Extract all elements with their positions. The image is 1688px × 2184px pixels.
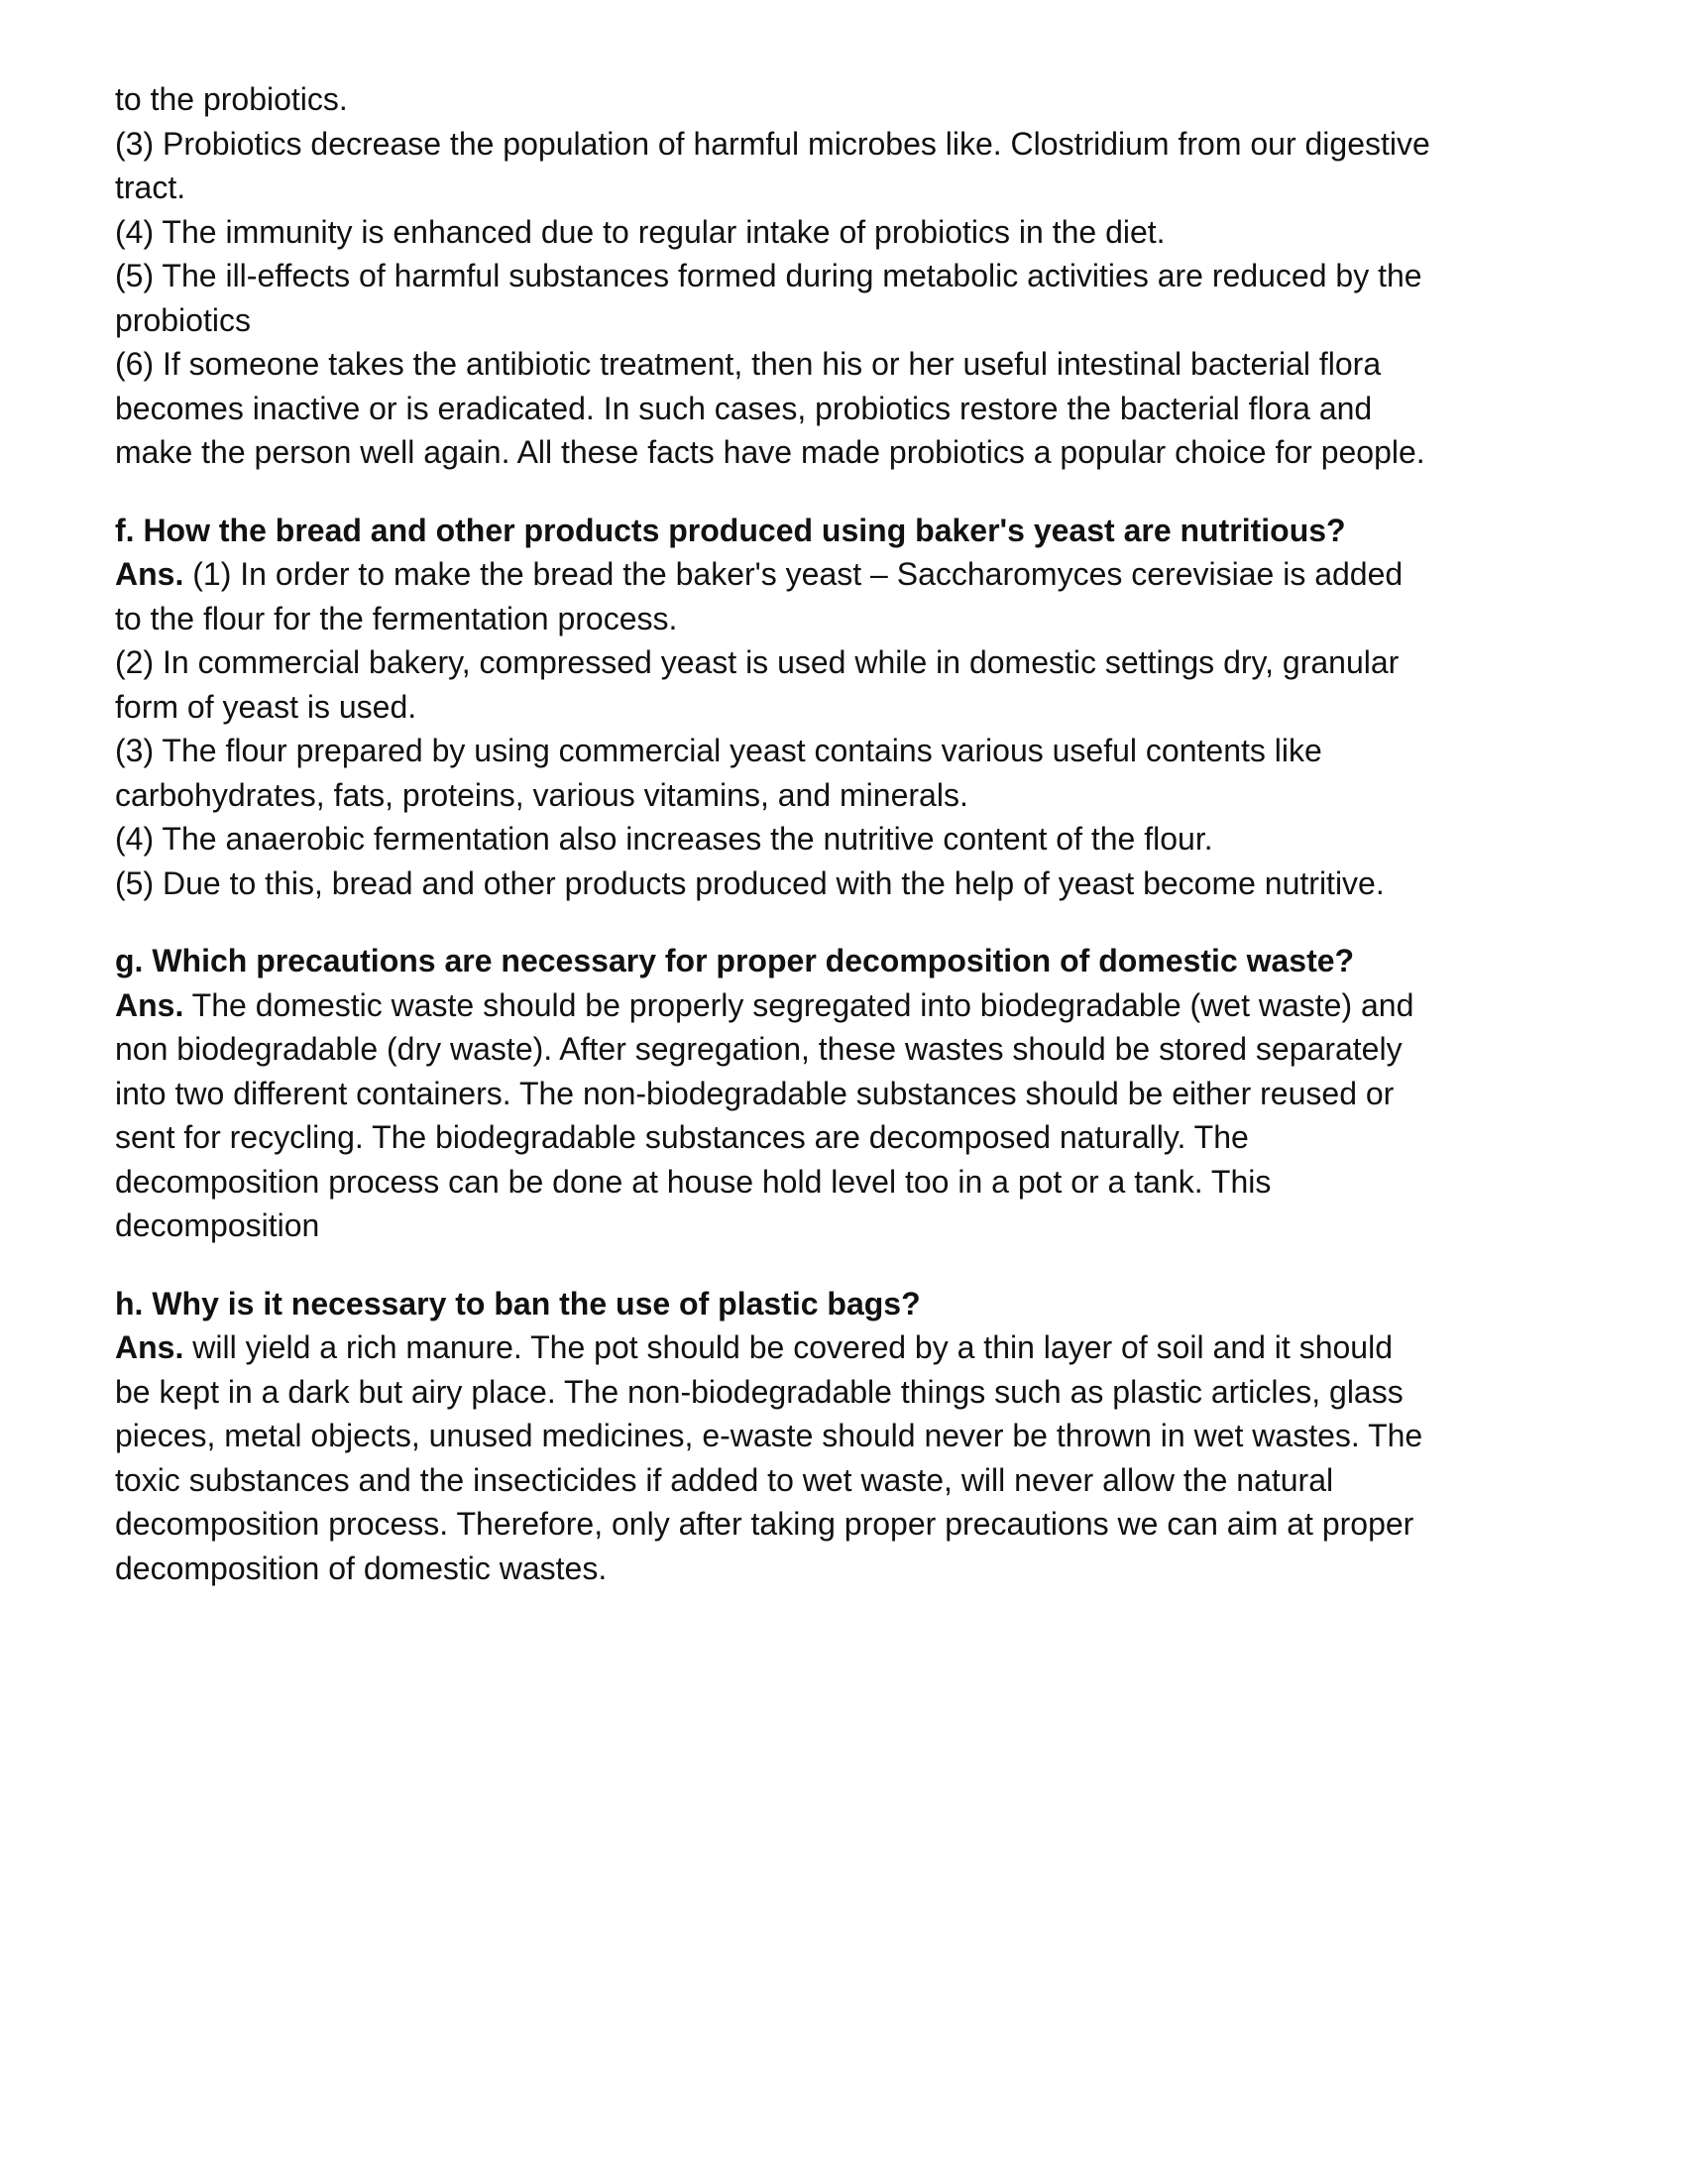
- text-line: decomposition process. Therefore, only after taking proper precautions we can aim at proper: [115, 1506, 1414, 1542]
- question-heading: f. How the bread and other products produced using baker's yeast are nutritious?: [115, 512, 1346, 548]
- answer-text: will yield a rich manure. The pot should be covered by a thin layer of soil and it should: [183, 1329, 1393, 1365]
- text-line: form of yeast is used.: [115, 688, 417, 725]
- answer-first-line: [115, 983, 1582, 1028]
- text-line: decomposition of domestic wastes.: [115, 1550, 608, 1586]
- answer-text: The domestic waste should be properly segregated into biodegradable (wet waste) and: [183, 986, 1414, 1023]
- answer-first-line: [115, 1325, 1582, 1370]
- answer-text: (1) In order to make the bread the baker's yeast – Saccharomyces cerevisiae is added: [183, 556, 1404, 592]
- answer-label: Ans.: [115, 986, 184, 1023]
- text-line: (4) The immunity is enhanced due to regular intake of probiotics in the diet.: [115, 213, 1166, 250]
- text-line: tract.: [115, 170, 186, 205]
- question-section-g: [115, 939, 1582, 1248]
- text-line: carbohydrates, fats, proteins, various vitamins, and minerals.: [115, 776, 968, 813]
- answer-label: Ans.: [115, 1329, 184, 1365]
- text-line: pieces, metal objects, unused medicines, e-waste should never be thrown in wet wastes. The: [115, 1418, 1423, 1453]
- text-line: (5) The ill-effects of harmful substances formed during metabolic activities are reduced by the: [115, 258, 1422, 293]
- text-line: to the flour for the fermentation process.: [115, 600, 678, 636]
- text-line: becomes inactive or is eradicated. In such cases, probiotics restore the bacterial flora and: [115, 390, 1373, 426]
- text-line: (6) If someone takes the antibiotic treatment, then his or her useful intestinal bacterial flora: [115, 346, 1382, 382]
- text-line: make the person well again. All these facts have made probiotics a popular choice for people.: [115, 434, 1425, 470]
- text-line: decomposition: [115, 1207, 320, 1243]
- answer-label: Ans.: [115, 556, 184, 592]
- text-line: be kept in a dark but airy place. The non-biodegradable things such as plastic articles, glass: [115, 1373, 1404, 1410]
- text-line: (2) In commercial bakery, compressed yeast is used while in domestic settings dry, granular: [115, 644, 1400, 680]
- text-line: toxic substances and the insecticides if added to wet waste, will never allow the natural: [115, 1461, 1334, 1498]
- question-heading: h. Why is it necessary to ban the use of plastic bags?: [115, 1285, 921, 1322]
- text-line: non biodegradable (dry waste). After segregation, these wastes should be stored separately: [115, 1031, 1403, 1067]
- document-page: [115, 77, 1582, 1590]
- question-section-h: [115, 1282, 1582, 1591]
- question-section-f: [115, 509, 1582, 906]
- text-line: (5) Due to this, bread and other products produced with the help of yeast become nutritive.: [115, 864, 1385, 901]
- text-line: sent for recycling. The biodegradable substances are decomposed naturally. The: [115, 1119, 1249, 1155]
- intro-paragraph: [115, 77, 1582, 475]
- text-line: (3) Probiotics decrease the population of harmful microbes like. Clostridium from our digestive: [115, 125, 1430, 162]
- text-line: (4) The anaerobic fermentation also increases the nutritive content of the flour.: [115, 821, 1213, 857]
- question-heading: g. Which precautions are necessary for proper decomposition of domestic waste?: [115, 943, 1355, 978]
- text-line: decomposition process can be done at house hold level too in a pot or a tank. This: [115, 1163, 1272, 1200]
- text-line: (3) The flour prepared by using commercial yeast contains various useful contents like: [115, 733, 1322, 768]
- text-line: into two different containers. The non-biodegradable substances should be either reused or: [115, 1075, 1395, 1111]
- text-line: probiotics: [115, 301, 251, 338]
- answer-first-line: [115, 552, 1582, 597]
- text-line: to the probiotics.: [115, 81, 348, 117]
